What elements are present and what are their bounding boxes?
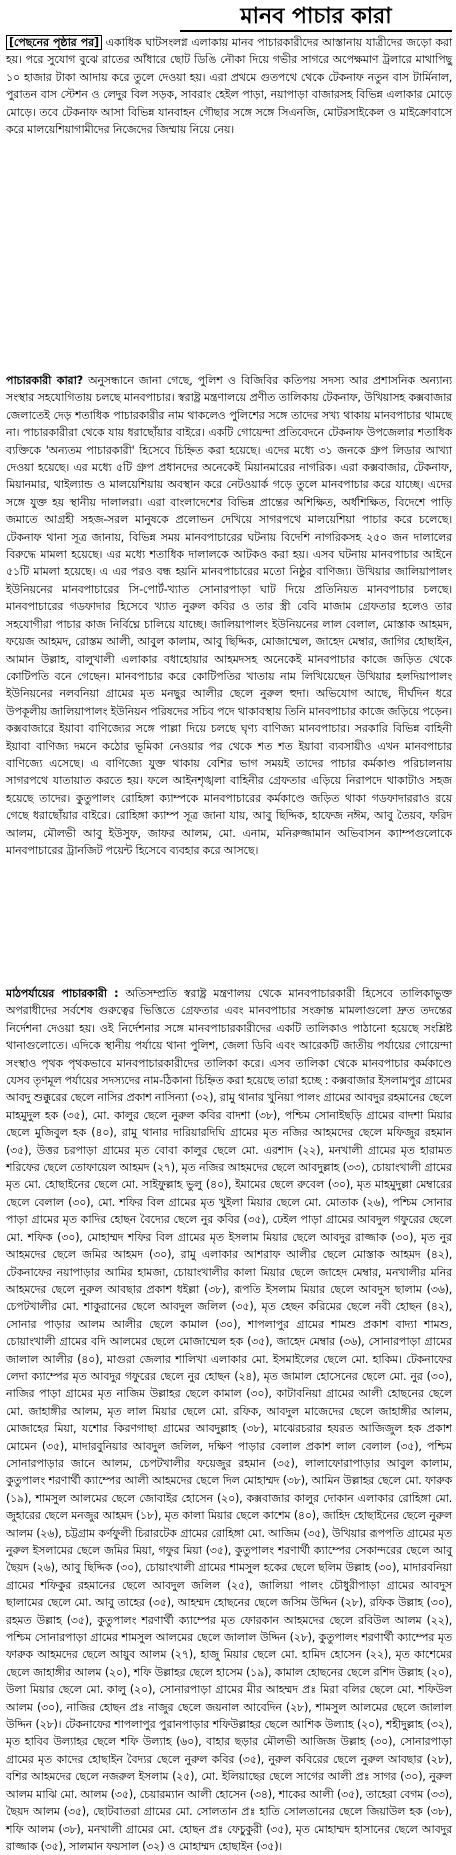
continued-label: [পেছনের পৃষ্ঠার পর] [6, 35, 102, 50]
paragraph-text: অনুসন্ধানে জানা গেছে, পুলিশ ও বিজিবির কতিপয় সদস্য আর প্রশাসনিক অন্যান্য সংস্থার সহযোগিতায় চলছে মানবপাচার। স্বরাষ্ট্র মন্ত্রণালয়ে প্রণীত তালিকায় টেকনাফ, উখিয়াসহ কক্সবাজার জেলাতেই দেড় শতাধিক পাচারকারীর নাম থাকলেও পুলিশের সঙ্গে তাদের সখ্য থাকায় মানবপাচার থামছে না। পাচারকারীরা থেকে যায় ধরাছোঁয়ার বাইরে। একটি গোয়েন্দা প্রতিবেদনে টেকনাফ উপজেলার শতাধিক ব্যক্তিকে 'অন্যতম পাচারকারী' হিসেবে চিহ্নিত করা হয়েছে। এদের মধ্যে ৩১ জনকে গ্রুপ লিডার আখ্যা দেওয়া হয়েছে। এর মধ্যে ৫টি গ্রুপ প্রধানদের অনেকেই মিয়ানমারের নাগরিক। এরা কক্সবাজার, টেকনাফ, মিয়ানমার, থাইল্যান্ড ও মালয়েশিয়ায় অবস্থান করে নেটওয়ার্ক গড়ে তুলে মানবপাচার করে যাচ্ছে। এদের সঙ্গে যুক্ত হয় স্থানীয় দালালরা। এরা বাংলাদেশের বিভিন্ন প্রান্তের অশিক্ষিত, অর্ধশিক্ষিত, বিদেশে পাড়ি জমাতে আগ্রহী সহজ-সরল মানুষকে প্রলোভন দেখিয়ে সাগরপথে মালয়েশিয়া পাচার করে চলেছে। টেকনাফ থানা সূত্র জানায়, বিভিন্ন সময় মানবপাচারের ঘটনায় বিদেশি নাগরিকসহ ২৫০ জন দালালের বিরুদ্ধে মামলা হয়েছে। এর মধ্যে শতাধিক দালালকে আটকও করা হয়। এসব ঘটনায় মানবপাচার আইনে ৫১টি মামলা হয়েছে। এ এর পরও বন্ধ হয়নি মানবপাচারের মতো নিষ্ঠুর বাণিজ্য। উখিয়ার জালিয়াপালং ইউনিয়নের মানবপাচারের সি-পোর্ট-খ্যাত সোনারপাড়া ঘাট দিয়ে প্রতিনিয়ত মানবপাচার চলছে। মানবপাচারের গডফাদার হিসেবে খ্যাত নুরুল কবির ও তার স্ত্রী বেবি মাজাম গ্রেফতার হলেও তার সহযোগীরা পাচার কাজ নির্বিঘ্নে চালিয়ে যাচ্ছে। জালিয়াপালং ইউনিয়নের লাল বেলাল, মোস্তাক আহমদ, ফয়েজ আহমদ, রোস্তম আলী, আবুল কালাম, আবু ছিদ্দিক, মোজাম্মেল, জাহেদ মেম্বার, জাগির হোছাইন, আমান উল্লাহ, বালুখালী এলাকার বধাহোয়ার আহমদসহ অনেকেই মানবপাচার কাজে জড়িত থেকে কোটিপতি বনে গেছেন। মানবপাচার করে কোটিপতির খাতায় নাম লিখিয়েছেন উখিয়ার হলদিয়াপালং ইউনিয়নের নলবনিয়া গ্রামের মৃত মনছুর আলীর ছেলে নুরুল হুদা। অভিযোগ আছে, দীর্ঘদিন ধরে উপকূলীয় জালিয়াপালং ইউনিয়ন পরিষদের সচিব পদে থাকাবস্থায় তিনি মানবপাচার কাজে জড়িয়ে পড়েন। কক্সবাজারে ইয়াবা বাণিজ্যের সঙ্গে পাল্লা দিয়ে চলছে ঘৃণ্য বাণিজ্য মানবপাচার। সরকারি বিভিন্ন বাহিনী ইয়াবা বাণিজ্য দমনে কঠোর ভূমিকা নেওয়ার পর থেকে শত শত ইয়াবা ব্যবসায়ীও এখন মানবপাচার বাণিজ্যে এসেছে। এ বাণিজ্যে যুক্ত থাকায় বেশির ভাগ সময়ই তাদের পাচার কর্মকাণ্ড পরিচালনায় সাগরপথে যাতায়াত করতে হয়। ফলে আইনশৃঙ্খলা বাহিনীর গ্রেফতার এড়িয়ে নিরাপদে থাকাটাও সহজ হয়েছে তাদের। কুতুপালং রোহিঙ্গা ক্যাম্পকে মানবপাচারের কর্মকাণ্ডে জড়িত থাকা গডফাদাররাও রয়ে গেছে ধরাছোঁয়ার বাইরে। রোহিঙ্গা ক্যাম্প সূত্র জানা যায়, আবু ছিদ্দিক, হাফেজ নঈম, আবু তৈয়ব, ফরিদ আলম, মৌলভী আবু ইউসুফ, জাফর আলম, মো. এনাম, মনিরুজ্জামান অভিবাসন ক্যাম্পগুলোকে মানবপাচারের ট্রানজিট পয়েন্ট হিসেবে ব্যবহার করে আসছে। [6, 374, 452, 857]
paragraph-text: অতিসম্প্রতি স্বরাষ্ট্র মন্ত্রণালয় থেকে মানবপাচারকারী হিসেবে তালিকাভুক্ত অপরাধীদের সর্বশেষ গুরুত্বের ভিত্তিতে গ্রেফতার এবং মানবপাচার সংক্রান্ত মামলাগুলো দ্রুত তদন্তের নির্দেশনা দেওয়া হয়। ওই নির্দেশনার সঙ্গে মানবপাচারকারীদের একটি তালিকাও পাঠানো হয়েছে সংশ্লিষ্ট থানাগুলোতে। এদিকে স্থানীয় পর্যায়ে থানা পুলিশ, জেলা ডিবি এবং আরেকটি জাতীয় পর্যায়ের গোয়েন্দা সংস্থাও পৃথক পৃথকভাবে মানবপাচারকারীদের তালিকা করে। এসব তালিকা থেকে মানবপাচার কর্মকাণ্ডে যেসব তৃণমূল পর্যায়ের সদস্যদের নাম-ঠিকানা চিহ্নিত করা হয়েছে তারা হচ্ছে : কক্সবাজার ইসলামপুর গ্রামের আবদু শুক্কুরের ছেলে নাসির প্রকাশ নাসিন্যা (৩২), রামু থানার খুনিয়া পালং গ্রামের আবদুর রহমানের ছেলে মাহমুদুল হক (৩৫), মো. কালুর ছেলে নুরুল কবির বাদশা (৩৮), পশ্চিম সোনাইছড়ি গ্রামের বাদশা মিয়ার ছেলে মুজিবুল হক (৪০), রামু থানার দারিয়ারদিঘি গ্রামের মৃত নজির আহমদের ছেলে মফিজুর রহমান (৩৫), উত্তর চরপাড়া গ্রামের মৃত বোবা কালুর ছেলে মো. এরশাদ (২২), মনখালী গ্রামের মৃত হারামত শরিফের ছেলে তোফায়েল আহমদ (২৭), মৃত নজির আহমদের ছেলে আবদুল্লাহ (৩৩), চোয়াংখালী গ্রামের মৃত মো. হোছাইনের ছেলে মো. সাইফুল্লাহ ভুলু (৪০), ইমামের ছেলে রুবেল (৩০), মৃত মাহমুদুল্লা মেম্বারের ছেলে বেলাল (৩০), মো. শফির বিল গ্রামের মৃত খুইলা মিয়ার ছেলে মো. মোতাক (২৬), পশ্চিম সোনার পাড়া গ্রামের মৃত কাদির হোছন বৈদ্যের ছেলে নুর কবির (৩৫), ঢেইল পাড়া গ্রামের আবদুল গফুরের ছেলে মো. শফিক (৩০), মোহাম্মদ শফির বিল গ্রামের মৃত ইসলাম মিয়ার ছেলে আবদুর রাজ্জাক (৩০), মৃত নুর আহমদের ছেলে জমির আহমদ (৩০), রামু এলাকার আশরাফ আলীর ছেলে মোস্তাক আহমদ (৪২), টেকনাফের নয়াপাড়ার আমির হামজা, চোয়াংখালীর কালা মিয়ার ছেলে জাহেদ মেম্বার, মনখালীর মনির আহমদের ছেলে নুরুল আবছার প্রকাশ ধইল্লা (৩৮), রূপতি ইসলাম মিয়ার ছেলে আবদুস ছালাম (৩৬), চেপটখালীর মো. শাকুরানের ছেলে আবদুল জলিল (৩৫), মৃত হেছন করিমের ছেলে নবী হোছন (৪২), সোনার পাড়ার আলম আলীর ছেলে কামাল (৩০), শাপলাপুর গ্রামের শামশু প্রকাশ বাদ্যা শামশু, চোয়াংখালী গ্রামের বদি আলমের ছেলে মোজাম্মেল হক (৩৫), জাহেদ মেম্বার (৩৬), সোনারপাড়া গ্রামের জালাল আলীর (৪০), মাগুরা জেলার শালিখা এলাকার মো. ইসমাইলের ছেলে মো. হাকিম। টেকনাফের লেদা ক্যাম্পের মৃত আবদুর গফুরের ছেলে নুর হোছন (২৪), মৃত জামাল হোসেনের ছেলে মো. নুর (৩০), নাজির পাড়া গ্রামের মৃত নাজিম উল্লাহর ছেলে কামাল (৩০), কাটাবনিয়া গ্রামের আলী হোছনের ছেলে মো. জাহাঙ্গীর আলম, মৃত লাল মিয়ার ছেলে মো. রফিক, আবদুল মাজেদের ছেলে জাহাঙ্গীর আলম, মোজাহের মিয়া, যশোর কিরণগাছা গ্রামের আবদুল্লাহ (৩৮), মাঝেরচরার হযরত আজিজুল হক প্রকাশ মোমেন (৩৫), মাদারবুনিয়ার আবদুল জলিল, দক্ষিণ পাড়ার বেলাল প্রকাশ লাল বেলাল (৩৫), পশ্চিম সোনারপাড়ার জানে আলম, চেপটখালীর ফয়েজুর রহমান (৩৫), লালাফোরাপাড়ার আবুল কালাম, কুতুপালং শরণার্থী ক্যাম্পের আলী আহমদের ছেলে দিল মোহাম্মদ (৩৮), আমিন উল্লাহর ছেলে মো. ফারুক (১৯), শামসুল আলমের ছেলে জোবাইর হোসেন (২০), কক্সবাজার কালুর দোকান এলাকার রোহিঙ্গা মো. জুহারের ছেলে মনজুর আহমদ (১৮), মৃত কালা মিয়ার ছেলে কাশেম (৪০), জাহিদ হোছাইনের ছেলে নুরুল আলম (২৬), চট্টগ্রাম কর্ণফুলী চিরারটেক গ্রামের রোহিঙ্গা মো. আজিম (৩৫), উখিয়ার রূপপতি গ্রামের মৃত নুরুল ইসলামের ছেলে জমির মিয়া, গফুর মিয়া (৩৫), কুতুপালং শরণার্থী ক্যাম্পের সেকান্দরের ছেলে আবু ছৈয়দ (২৬), আবু ছিদ্দিক (৩০), চোয়াংখালী গ্রামের শামসুল হকের ছেলে ছলিম উল্লাহ (৩০), মাদারবনিয়া গ্রামের শফিকুর রহমানের ছেলে আবদুল জলিল (২৫), জালিয়া পালং চৌধুরীপাড়া গ্রামের আবদুস ছালামের ছেলে মো. আবু তাহের (৩৫), আহম্মদ হোছনের ছেলে জসিম উদ্দিন (২৮), রফিক উল্লাহ (৩০), রহমত উল্লাহ (৩৫), কুতুপালং শরণার্থী ক্যাম্পের মৃত ফোরকান আহমদের ছেলে রবিউল আলম (২২), পশ্চিম সোনারপাড়া গ্রামের শামসুল আলমের ছেলে জালাল উদ্দিন (২৮), কুতুপালং শরণার্থী ক্যাম্পের মৃত ফারুক আহমদের ছেলে আয়ুব আলম (২৭), হাজু মিয়ার ছেলে মো. হামিদ হোসেন (২২), মৃত কাশেমের ছেলে জাহাঙ্গীর আলম (২০), শফি উল্লাহর ছেলে হাসেম (১৯), কামাল হোছনের ছেলে রশিদ উল্লাহ (২০), উলা মিয়ার ছেলে মো. কালু (২০), সোনারপাড়া গ্রামের মীর আহম্মদ প্রঃ মিরা বলির ছেলে মো. শফিউল আলম (৩০), নাজির হোছন প্রঃ নাজুর ছেলে জয়নাল আবেদিন (২৮), শামসুল আলমের ছেলে জালাল উদ্দিন (২৮)। টেকনাফের শাপলাপুর পুরানপাড়ার শফিউল্লাহর ছেলে আশিক উল্যাহ (২০), শহীদুল্লাহ (৩২), মৃত হাবিব উল্যাহর ছেলে শফি উল্যাহ (৬০), বাহার ছড়ার মৌলভী আজিজ উল্লাহ (৩০), সোনারপাড়া গ্রামের মৃত কাদের হোছাইন বৈদ্যর ছেলে নুরুল কবির (৩৫), নুরুল কবিরের ছেলে নুরুল আবছার (২৮), বশির আহমদের ছেলে নজরুল ইসলাম (২৫), মো. ইলিয়াছের ছেলে সাগের আলী প্রঃ সাগর (৩০), নুরুল আলম মাঝি মো. আলম (৩৫), চেয়ারম্যান আলী হোসেন (৩৪), শাকের আলী (৩৫), তাহেরা বেগম (৩৩), ছৈয়দ আলম (৩৫), ছোটবাতরা গ্রামের মো. সোলতান প্রঃ হাতি সোলতানের ছেলে জিয়াউল হক (৩৮), শফি আলম (৩৮), মনখালী গ্রামের মো. হোছন প্রঃ ফেচুকুরী (৩৫), মৃত মোহাম্মদ হাসানের ছেলে আবদুর রাজ্জাক (৩৫), সালমান ফয়সাল (৩২) ও মোহাম্মদ হোছাইন (৩৫)। [6, 987, 452, 1853]
paragraph-continued [6, 34, 452, 372]
paragraph-who-are-traffickers [6, 372, 452, 984]
section-heading: পাচারকারী কারা? [6, 374, 83, 387]
paragraph-field-level-traffickers [6, 985, 452, 1853]
headline: মানব পাচার কারা [180, 2, 452, 32]
section-heading: মাঠপর্যায়ের পাচারকারী : [6, 987, 119, 1000]
paragraph-text: একাধিক ঘাটসংলগ্ন এলাকায় মানব পাচারকারীদের আস্তানায় যাত্রীদের জড়ো করা হয়। পরে সুযোগ বুঝে রাতের আঁধারে ছোট ডিঙি নৌকা দিয়ে গভীর সাগরে অপেক্ষমাণ ট্রলারে মাথাপিছু ১০ হাজার টাকা আদায় করে তুলে দেওয়া হয়। এরা প্রথমে গুতপথে থেকে টেকনাফ নতুন বাস টার্মিনাল, পুরাতন বাস স্টেশন ও লেদুর বিল সড়ক, সাবরাং হেইল পাড়া, নয়াপাড়া বাজারসহ বিভিন্ন এলাকার মোড়ে মোড়ে। তবে টেকনাফ আসা বিভিন্ন যানবাহন গৌছার সঙ্গে সঙ্গে সিএনজি, মোটরসাইকেল ও মাইক্রোবাসে করে মালয়েশিয়াগামীদের নিজেদের জিম্মায় নিয়ে নেয়। [6, 36, 452, 137]
